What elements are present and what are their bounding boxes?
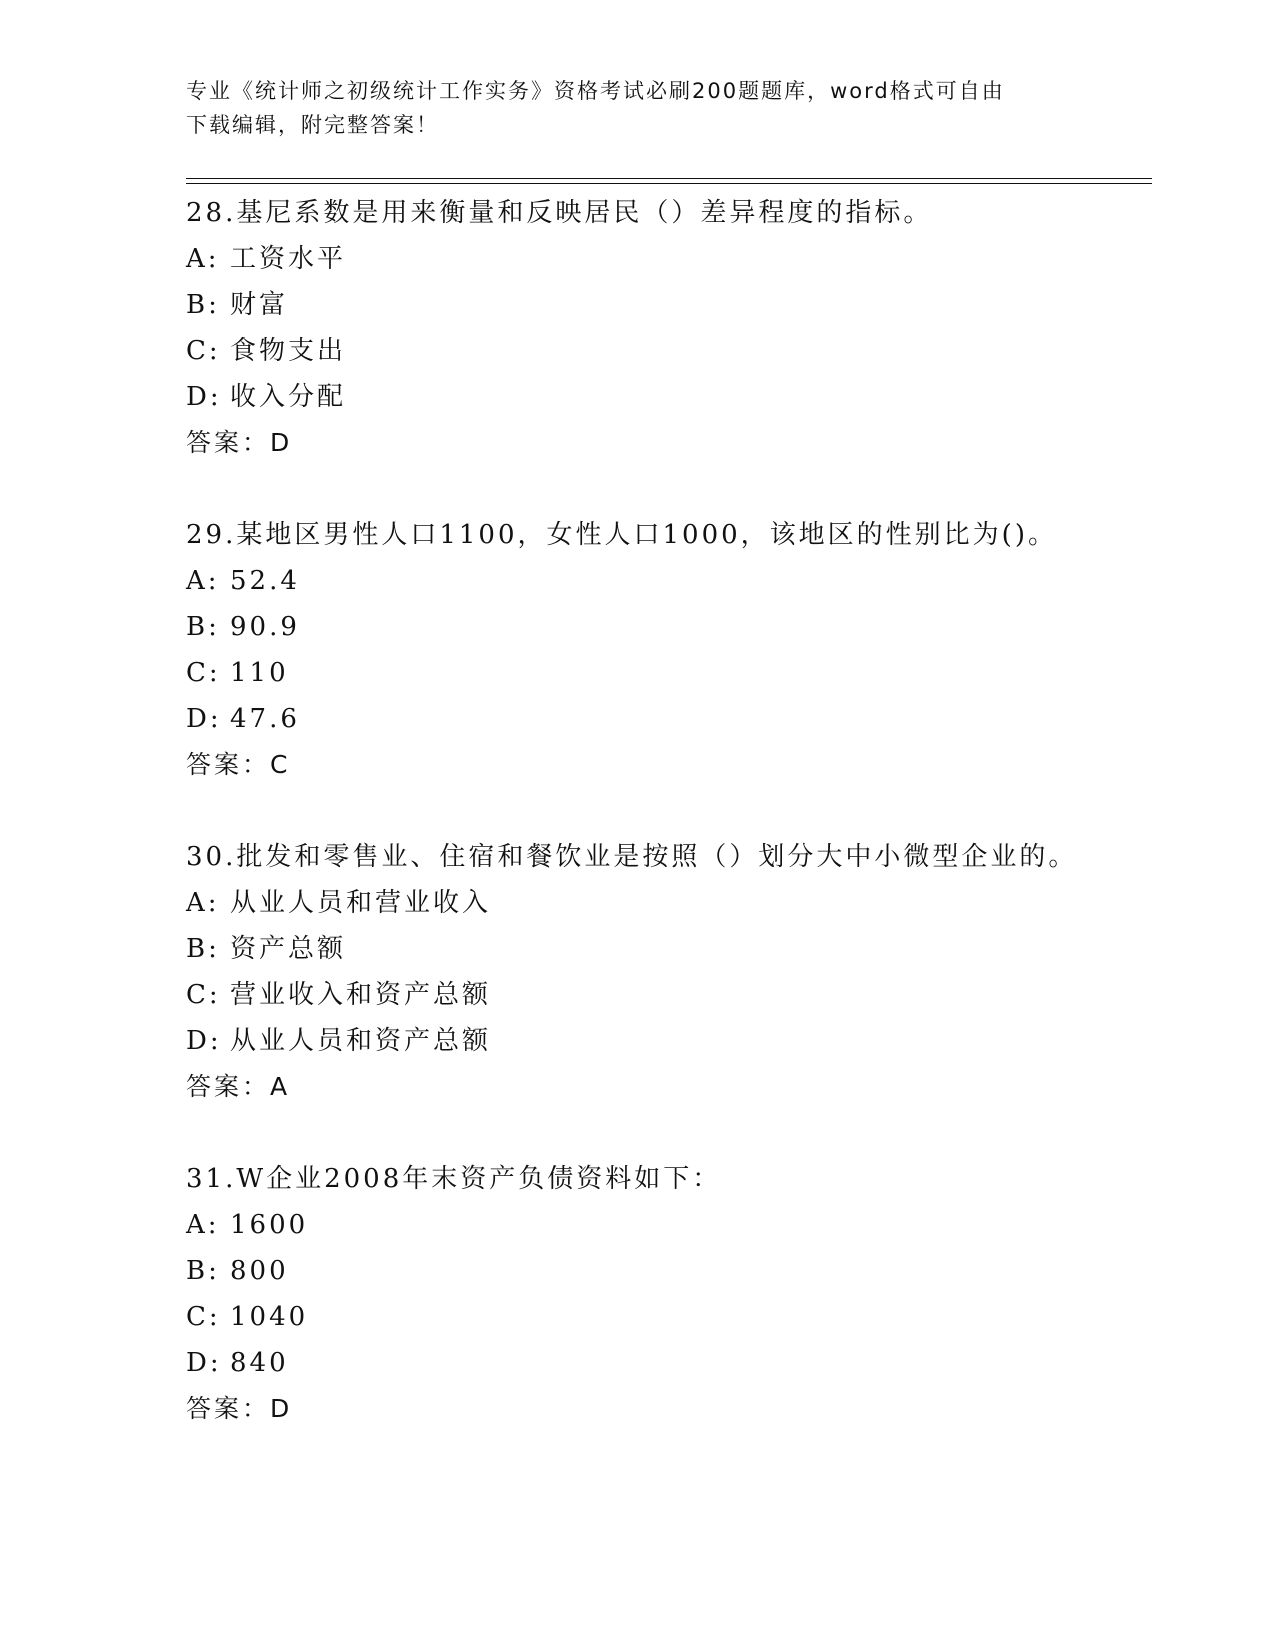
option-a (186, 236, 1146, 282)
option-letter: C: (186, 980, 221, 1010)
header-divider-bottom (186, 183, 1152, 184)
answer-line: 答案：C (186, 750, 291, 779)
option-text: 800 (230, 1256, 289, 1286)
option-letter: B: (186, 290, 220, 320)
option-letter: A: (186, 1210, 220, 1240)
option-letter: A: (186, 566, 220, 596)
option-letter: B: (186, 1256, 220, 1286)
option-c (186, 1294, 1146, 1340)
question-29 (186, 512, 1146, 788)
option-letter: D: (186, 382, 222, 412)
option-letter: D: (186, 1026, 222, 1056)
option-text: 1040 (230, 1302, 309, 1332)
option-b (186, 282, 1146, 328)
option-d (186, 1340, 1146, 1386)
answer-line: 答案：A (186, 1072, 291, 1101)
question-stem: 29.某地区男性人口1100，女性人口1000，该地区的性别比为()。 (186, 520, 1057, 550)
option-text: 110 (230, 658, 289, 688)
option-text: 840 (230, 1348, 289, 1378)
option-text: 90.9 (230, 612, 300, 642)
option-c (186, 650, 1146, 696)
option-text: 收入分配 (230, 382, 347, 412)
question-stem: 31.W企业2008年末资产负债资料如下： (186, 1164, 722, 1194)
option-letter: C: (186, 658, 221, 688)
question-list (186, 190, 1146, 1478)
option-text: 资产总额 (230, 934, 347, 964)
document-header (186, 74, 1086, 142)
option-letter: A: (186, 888, 220, 918)
option-letter: A: (186, 244, 220, 274)
option-text: 52.4 (230, 566, 300, 596)
option-letter: D: (186, 704, 222, 734)
header-line-2: 下载编辑，附完整答案！ (186, 113, 439, 137)
option-text: 从业人员和营业收入 (230, 888, 492, 918)
option-letter: D: (186, 1348, 222, 1378)
option-letter: C: (186, 336, 221, 366)
option-d (186, 696, 1146, 742)
question-30 (186, 834, 1146, 1110)
option-c (186, 972, 1146, 1018)
option-b (186, 1248, 1146, 1294)
option-c (186, 328, 1146, 374)
option-b (186, 604, 1146, 650)
option-text: 财富 (230, 290, 289, 320)
question-stem: 30.批发和零售业、住宿和餐饮业是按照（）划分大中小微型企业的。 (186, 842, 1078, 872)
option-text: 1600 (230, 1210, 309, 1240)
option-text: 47.6 (230, 704, 300, 734)
option-a (186, 1202, 1146, 1248)
option-a (186, 880, 1146, 926)
option-letter: B: (186, 612, 220, 642)
option-letter: B: (186, 934, 220, 964)
question-stem: 28.基尼系数是用来衡量和反映居民（）差异程度的指标。 (186, 198, 933, 228)
header-line-1: 专业《统计师之初级统计工作实务》资格考试必刷200题题库，word格式可自由 (186, 79, 1005, 103)
option-d (186, 374, 1146, 420)
answer-line: 答案：D (186, 428, 293, 457)
option-b (186, 926, 1146, 972)
option-text: 从业人员和资产总额 (230, 1026, 492, 1056)
answer-line: 答案：D (186, 1394, 293, 1423)
header-divider-top (186, 178, 1152, 179)
option-text: 工资水平 (230, 244, 347, 274)
option-a (186, 558, 1146, 604)
option-text: 营业收入和资产总额 (230, 980, 492, 1010)
option-letter: C: (186, 1302, 221, 1332)
option-d (186, 1018, 1146, 1064)
option-text: 食物支出 (230, 336, 347, 366)
question-28 (186, 190, 1146, 466)
question-31 (186, 1156, 1146, 1432)
